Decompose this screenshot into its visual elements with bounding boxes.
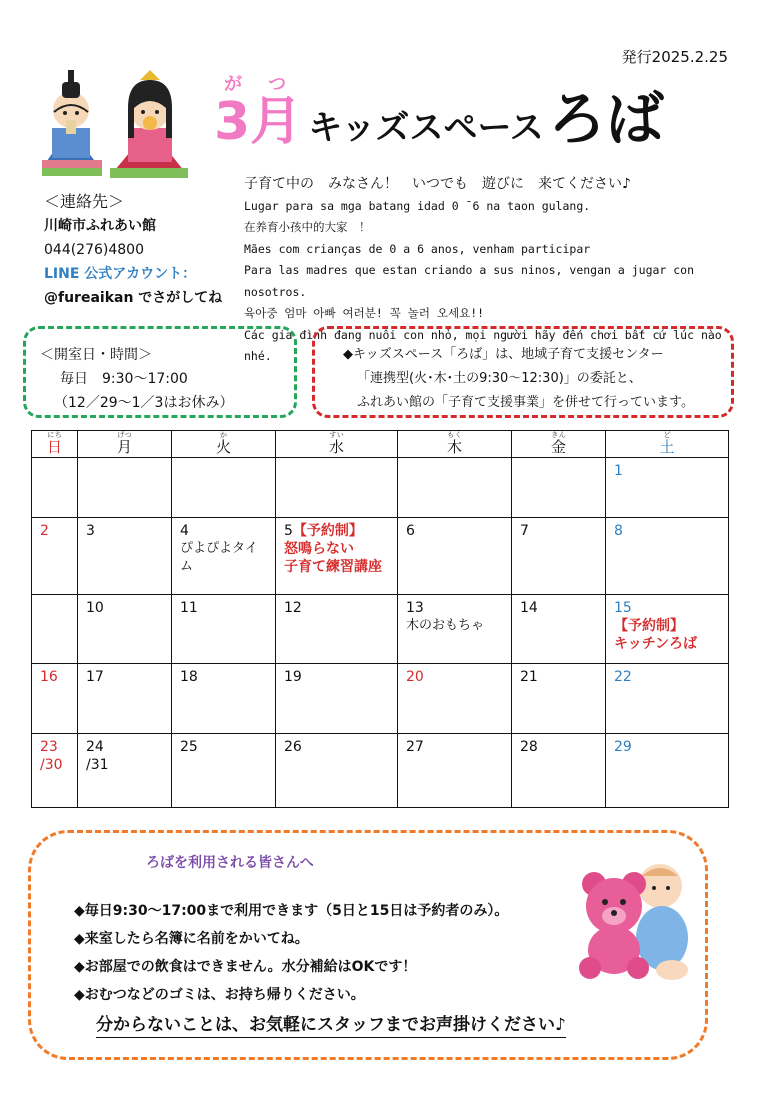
day-number: 3: [86, 523, 95, 539]
title-name: ろば: [547, 85, 664, 153]
calendar-day-cell: [512, 518, 606, 595]
greeting-es: Para las madres que estan criando a sus ninos, vengan a jugar con nosotros.: [244, 263, 695, 299]
day-number: 17: [86, 669, 104, 685]
notice-box: [312, 326, 734, 418]
opening-hours-box: [23, 326, 297, 418]
calendar-day-cell: [78, 595, 172, 664]
weekday-header: 日にち: [32, 431, 78, 458]
calendar-day-cell: [606, 664, 729, 734]
reservation-tag: 【予約制】: [614, 618, 684, 634]
day-number: 12: [284, 600, 302, 616]
day-number: 6: [406, 523, 415, 539]
march-calendar: [31, 430, 729, 808]
calendar-day-cell: [606, 595, 729, 664]
calendar-day-cell: [606, 518, 729, 595]
greeting-ko: 육아중 엄마 아빠 여러분! 꼭 놀러 오세요!!: [244, 306, 485, 320]
issue-date: 発行2025.2.25: [621, 48, 728, 66]
day-number: 27: [406, 739, 424, 755]
calendar-week-row: [32, 458, 729, 518]
weekday-header: 金きん: [512, 431, 606, 458]
calendar-day-cell: [512, 734, 606, 808]
rule-item: ◆お部屋での飲食はできません。水分補給はOKです！: [74, 959, 417, 975]
day-number: 10: [86, 600, 104, 616]
calendar-day-cell: [172, 458, 276, 518]
day-number: 1: [614, 463, 623, 479]
rule-item: ◆毎日9:30～17:00まで利用できます（5日と15日は予約者のみ）。: [74, 903, 509, 919]
calendar-week-row: [32, 595, 729, 664]
calendar-day-cell: [276, 664, 398, 734]
calendar-day-cell: [78, 664, 172, 734]
calendar-day-cell: [512, 458, 606, 518]
weekday-header: 水すい: [276, 431, 398, 458]
calendar-day-cell: [276, 518, 398, 595]
contact-block: [44, 190, 244, 310]
calendar-day-cell: [398, 518, 512, 595]
calendar-day-cell: [276, 734, 398, 808]
calendar-day-cell: [32, 458, 78, 518]
calendar-day-cell: [32, 518, 78, 595]
hours-heading: ＜開室日・時間＞: [40, 347, 152, 363]
calendar-week-row: [32, 664, 729, 734]
reservation-tag: 【予約制】: [292, 523, 363, 539]
calendar-day-cell: [32, 734, 78, 808]
day-number: 18: [180, 669, 198, 685]
weekday-header: 月げつ: [78, 431, 172, 458]
rule-item: ◆おむつなどのゴミは、お持ち帰りください。: [74, 987, 365, 1003]
day-number: 2: [40, 523, 49, 539]
calendar-day-cell: [398, 458, 512, 518]
day-number: 13: [406, 600, 424, 616]
weekday-header: 土ど: [606, 431, 729, 458]
notice-line-2: 「連携型(火･木･土の9:30～12:30)」の委託と、: [357, 371, 642, 386]
day-number: 14: [520, 600, 538, 616]
hina-dolls-illustration: [40, 68, 190, 178]
phone-number: 044(276)4800: [44, 242, 144, 258]
calendar-day-cell: [78, 458, 172, 518]
calendar-day-cell: [606, 734, 729, 808]
calendar-day-cell: [32, 664, 78, 734]
day-number: 26: [284, 739, 302, 755]
day-event: 怒鳴らない: [284, 541, 354, 557]
calendar-day-cell: [398, 734, 512, 808]
calendar-day-cell: [172, 734, 276, 808]
line-account-label: LINE 公式アカウント：: [44, 266, 197, 282]
calendar-day-cell: [606, 458, 729, 518]
title-month: 3月がつ: [214, 74, 303, 152]
day-event: ぴよぴよタイム: [180, 541, 258, 574]
day-number: 23 /30: [40, 739, 63, 773]
calendar-day-cell: [398, 664, 512, 734]
day-number: 8: [614, 523, 623, 539]
rules-closing: 分からないことは、お気軽にスタッフまでお声掛けください♪: [96, 1010, 566, 1038]
calendar-week-row: [32, 518, 729, 595]
day-number: 22: [614, 669, 632, 685]
greeting-ja: 子育て中の みなさん！ いつでも 遊びに 来てください♪: [244, 176, 631, 192]
calendar-day-cell: [276, 595, 398, 664]
facility-name: 川崎市ふれあい館: [44, 218, 156, 234]
rule-item: ◆来室したら名簿に名前をかいてね。: [74, 931, 309, 947]
calendar-day-cell: [172, 518, 276, 595]
day-number: 15: [614, 600, 632, 616]
day-number: 19: [284, 669, 302, 685]
day-number: 21: [520, 669, 538, 685]
flyer-title: [214, 72, 664, 156]
hours-time: 毎日 9:30～17:00: [60, 371, 188, 387]
calendar-week-row: [32, 734, 729, 808]
calendar-day-cell: [78, 518, 172, 595]
calendar-day-cell: [512, 595, 606, 664]
calendar-day-cell: [78, 734, 172, 808]
greeting-pt: Mães com crianças de 0 a 6 anos, venham participar: [244, 241, 591, 256]
title-main: キッズスペース: [308, 108, 544, 148]
greeting-tl: Lugar para sa mga batang idad 0 ̄ 6 na taon gulang.: [244, 198, 591, 213]
day-number: 29: [614, 739, 632, 755]
day-number: 25: [180, 739, 198, 755]
notice-line-3: ふれあい館の「子育て支援事業」を併せて行っています。: [357, 395, 694, 410]
day-number: 20: [406, 669, 424, 685]
greeting-zh: 在养育小孩中的大家 ！: [244, 220, 371, 234]
day-number: 5: [284, 523, 293, 539]
weekday-header: 火か: [172, 431, 276, 458]
day-event: キッチンろば: [614, 636, 698, 652]
calendar-day-cell: [512, 664, 606, 734]
day-number: 11: [180, 600, 198, 616]
hours-closed: （12／29～1／3はお休み）: [54, 395, 234, 411]
weekday-header: 木もく: [398, 431, 512, 458]
calendar-day-cell: [276, 458, 398, 518]
rules-title: ろばを利用される皆さんへ: [146, 855, 314, 871]
calendar-day-cell: [172, 664, 276, 734]
teddy-bear-baby-illustration: [572, 858, 698, 984]
calendar-day-cell: [32, 595, 78, 664]
day-event: 子育て練習講座: [284, 559, 382, 575]
greeting-vi: Các gia đình đang nuôi con nhỏ, mọi người hãy đến chơi bất cứ lúc nào nhé.: [244, 327, 722, 363]
notice-line-1: ◆キッズスペース「ろば」は、地域子育て支援センター: [343, 347, 664, 362]
day-number: 7: [520, 523, 529, 539]
day-number: 16: [40, 669, 58, 685]
contact-heading: ＜連絡先＞: [44, 192, 125, 211]
calendar-day-cell: [398, 595, 512, 664]
day-event: 木のおもちゃ: [406, 618, 485, 633]
calendar-day-cell: [172, 595, 276, 664]
day-number: 4: [180, 523, 189, 539]
day-number: 28: [520, 739, 538, 755]
day-number: 24 /31: [86, 739, 109, 773]
line-account-id: @fureaikan でさがしてね: [44, 290, 223, 306]
